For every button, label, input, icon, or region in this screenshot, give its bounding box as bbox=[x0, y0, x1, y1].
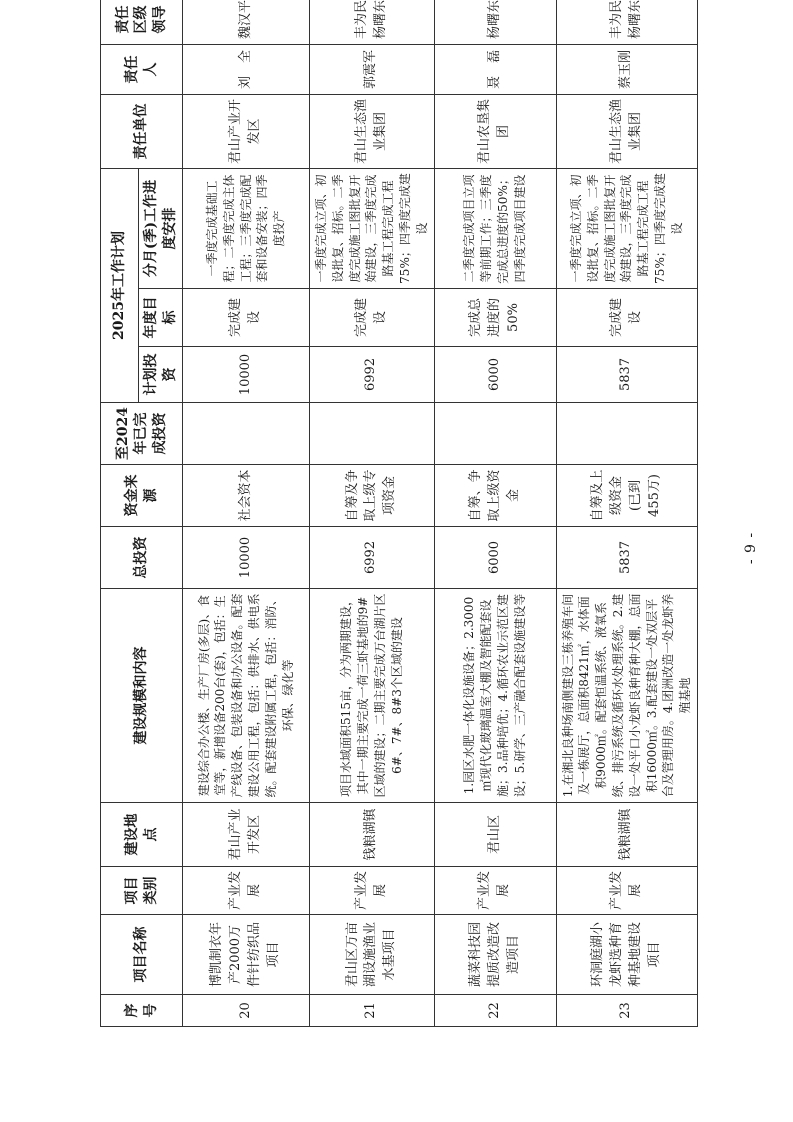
cell-leader: 魏汉平 bbox=[183, 0, 310, 44]
header-unit: 责任单位 bbox=[101, 94, 183, 168]
header-person: 责任人 bbox=[101, 44, 183, 94]
header-year-target: 年度目标 bbox=[139, 289, 183, 347]
header-leader: 责任区级领导 bbox=[101, 0, 183, 44]
cell-plan-invest: 10000 bbox=[183, 347, 310, 403]
header-source: 资金来源 bbox=[101, 465, 183, 527]
cell-quarter: 一季度完成立项、初设批复、招标。二季度完成施工图批复开始建设，三季度完成路基工程完成工程75%；四季度完成建设 bbox=[310, 168, 435, 288]
cell-category: 产业发展 bbox=[183, 867, 310, 915]
cell-done2024 bbox=[183, 403, 310, 465]
cell-plan-invest: 5837 bbox=[556, 347, 697, 403]
cell-quarter: 一季度完成立项、初设批复、招标。二季度完成施工图批复开始建设，三季度完成路基工程完成工程75%；四季度完成建设 bbox=[556, 168, 697, 288]
table-row bbox=[556, 0, 697, 1027]
header-category: 项目类别 bbox=[101, 867, 183, 915]
cell-location: 钱粮湖镇 bbox=[556, 803, 697, 867]
cell-name: 环洞庭湖小龙虾选种育种基地建设项目 bbox=[556, 915, 697, 995]
cell-location: 钱粮湖镇 bbox=[310, 803, 435, 867]
header-seq: 序号 bbox=[101, 995, 183, 1027]
cell-person: 郭震军 bbox=[310, 44, 435, 94]
header-quarter: 分月(季)工作进度安排 bbox=[139, 168, 183, 288]
cell-name: 君山区万亩湖设施渔业水基项目 bbox=[310, 915, 435, 995]
cell-unit: 君山生态渔业集团 bbox=[310, 94, 435, 168]
cell-category: 产业发展 bbox=[434, 867, 556, 915]
cell-year-target: 完成建设 bbox=[183, 289, 310, 347]
header-done2024: 至2024年已完成投资 bbox=[101, 403, 183, 465]
page-number: - 9 - bbox=[743, 531, 759, 565]
cell-leader: 杨曙东 bbox=[434, 0, 556, 44]
cell-plan-invest: 6000 bbox=[434, 347, 556, 403]
cell-done2024 bbox=[310, 403, 435, 465]
cell-scope: 1.园区水肥一体化设施设备；2.3000㎡现代化玻璃温室大棚及智能配套设施；3.品种培优；4.循环农业示范区建设；5.研学、三产融合配套设施建设等 bbox=[434, 589, 556, 803]
cell-unit: 君山生态渔业集团 bbox=[556, 94, 697, 168]
project-plan-table bbox=[100, 0, 698, 1027]
cell-total: 6992 bbox=[310, 527, 435, 589]
cell-year-target: 完成总进度的50% bbox=[434, 289, 556, 347]
cell-source: 自筹、争取上级资金 bbox=[434, 465, 556, 527]
cell-category: 产业发展 bbox=[556, 867, 697, 915]
cell-unit: 君山产业开发区 bbox=[183, 94, 310, 168]
cell-done2024 bbox=[434, 403, 556, 465]
table-row bbox=[183, 0, 310, 1027]
cell-leader: 丰为民 杨曙东 bbox=[310, 0, 435, 44]
header-plan-invest: 计划投资 bbox=[139, 347, 183, 403]
cell-total: 6000 bbox=[434, 527, 556, 589]
table-row bbox=[310, 0, 435, 1027]
cell-leader: 丰为民 杨曙东 bbox=[556, 0, 697, 44]
cell-year-target: 完成建设 bbox=[310, 289, 435, 347]
header-total: 总投资 bbox=[101, 527, 183, 589]
cell-total: 10000 bbox=[183, 527, 310, 589]
cell-person: 蔡玉刚 bbox=[556, 44, 697, 94]
cell-scope: 建设综合办公楼、生产厂房(多层)、食堂等，新增设备200台(套)，包括：生产线设备、包装设备和办公设备。配套建设公用工程，包括：供排水、供电系统。配套建设附属工程，包括：消防、环保、绿化等 bbox=[183, 589, 310, 803]
cell-quarter: 二季度完成项目立项等前期工作；三季度完成总进度的50%；四季度完成项目建设 bbox=[434, 168, 556, 288]
cell-person: 刘 全 bbox=[183, 44, 310, 94]
cell-seq: 23 bbox=[556, 995, 697, 1027]
cell-location: 君山区 bbox=[434, 803, 556, 867]
header-scope: 建设规模和内容 bbox=[101, 589, 183, 803]
cell-source: 自筹及争取上级专项资金 bbox=[310, 465, 435, 527]
cell-unit: 君山农垦集团 bbox=[434, 94, 556, 168]
cell-scope: 1.在湘北良种场南侧建设三栋养殖车间及一栋展厅，总面积8421㎡，水体面积9000㎡。配套恒温系统、液氧系统、排污系统及循环水处理系统。2.建设一处平口小龙虾良种育种大棚，总面积16000㎡。3.配套建设一处双层平台及管理用房。4.团洲改造一处龙虾养殖基地 bbox=[556, 589, 697, 803]
header-plan-group: 2025年工作计划 bbox=[101, 168, 139, 402]
header-location: 建设地点 bbox=[101, 803, 183, 867]
header-name: 项目名称 bbox=[101, 915, 183, 995]
cell-category: 产业发展 bbox=[310, 867, 435, 915]
cell-plan-invest: 6992 bbox=[310, 347, 435, 403]
cell-person: 聂 磊 bbox=[434, 44, 556, 94]
cell-name: 博凯制衣年产2000万件针纺织品项目 bbox=[183, 915, 310, 995]
cell-source: 社会资本 bbox=[183, 465, 310, 527]
cell-seq: 21 bbox=[310, 995, 435, 1027]
cell-seq: 22 bbox=[434, 995, 556, 1027]
cell-location: 君山产业开发区 bbox=[183, 803, 310, 867]
cell-quarter: 一季度完成基础工程；二季度完成主体工程；三季度完成配套和设备安装；四季度投产 bbox=[183, 168, 310, 288]
cell-source: 自筹及上级资金(已到455万) bbox=[556, 465, 697, 527]
cell-seq: 20 bbox=[183, 995, 310, 1027]
cell-done2024 bbox=[556, 403, 697, 465]
table-row bbox=[434, 0, 556, 1027]
cell-total: 5837 bbox=[556, 527, 697, 589]
cell-name: 蔬菜科技园提质改造改造项目 bbox=[434, 915, 556, 995]
cell-scope: 项目水域面积515亩，分为两期建设，其中一期主要完成一荷三虾基地的9#区域的建设；二期主要完成万台湖片区6#、7#、8#3个区域的建设 bbox=[310, 589, 435, 803]
cell-year-target: 完成建设 bbox=[556, 289, 697, 347]
